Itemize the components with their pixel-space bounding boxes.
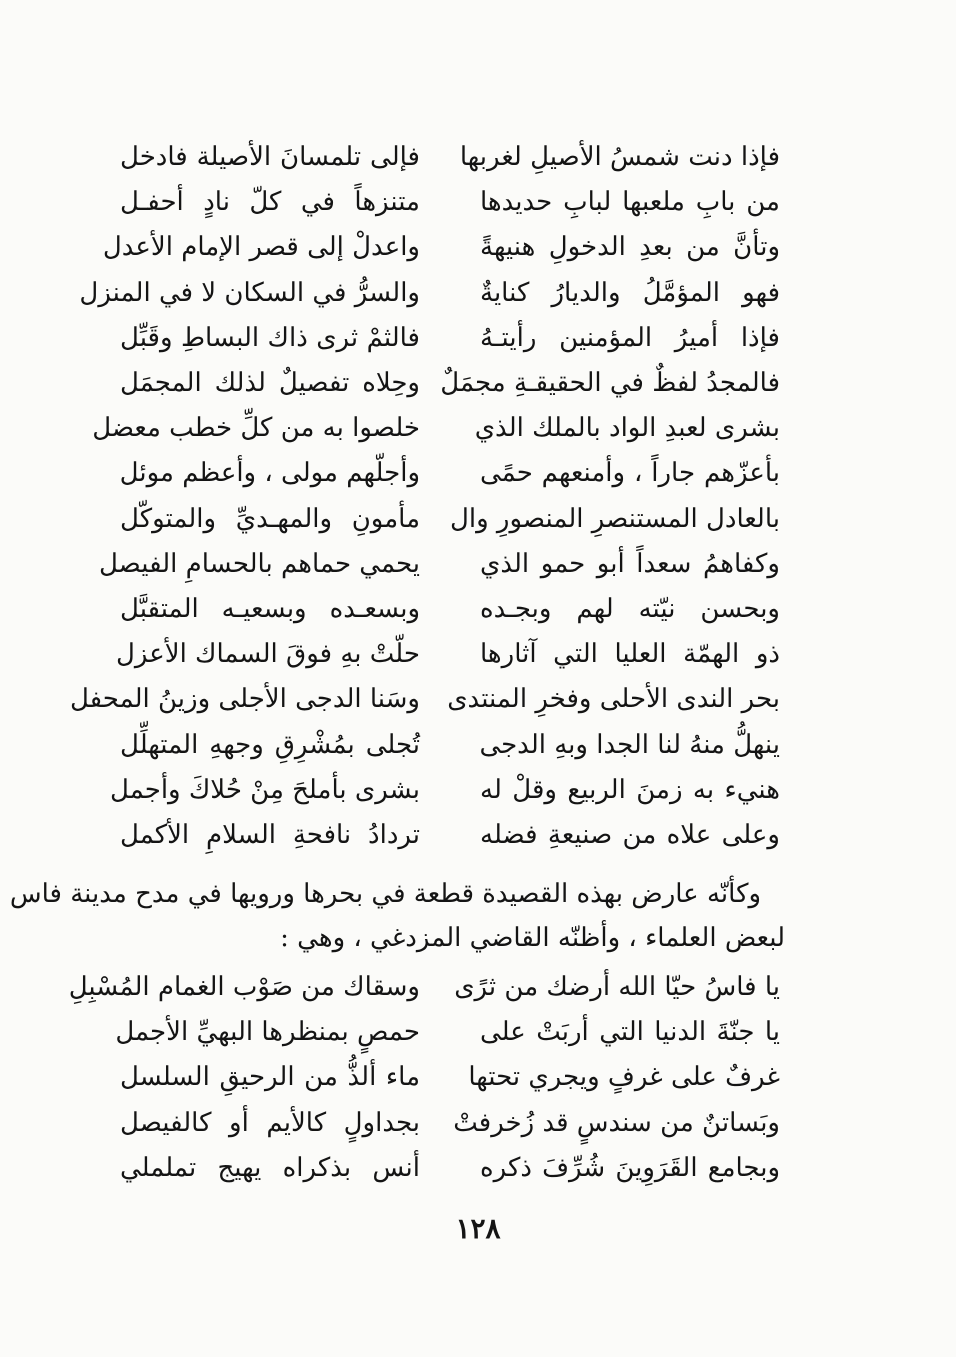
second-hemistich: وسَنا الدجى الأجلى وزينُ المحفل — [69, 684, 420, 715]
verse — [102, 225, 780, 270]
first-hemistich: بشرى لعبدِ الواد بالملك الذي — [474, 413, 780, 444]
verse — [98, 542, 780, 587]
verse — [120, 587, 780, 632]
first-hemistich: هنيء به زمنَ الربيع وقلْ له — [480, 774, 780, 805]
verse — [69, 677, 780, 722]
second-hemistich: حلّتْ بهِ فوقَ السماك الأعزل — [115, 639, 420, 670]
poem-bottom — [68, 965, 780, 1191]
first-hemistich: بالعادل المستنصرِ المنصورِ وال — [450, 503, 780, 534]
first-hemistich: ينهلُّ منهُ لنا الجدا وبهِ الدجى — [479, 729, 780, 760]
verse — [120, 1146, 780, 1191]
verse — [120, 497, 780, 542]
second-hemistich: تُجلى بمُشْرِقِ وجههِ المتهلِّل — [120, 729, 420, 760]
second-hemistich: وبسعـده وبسعيـه المتقبَّل — [120, 593, 420, 624]
verse — [92, 406, 780, 451]
prose-paragraph — [9, 872, 785, 960]
first-hemistich: فالمجدُ لفظٌ في الحقيقـةِ مجمَلٌ — [440, 368, 780, 399]
second-hemistich: أنس بذكراه يهيج تململي — [120, 1152, 420, 1183]
first-hemistich: فإذا أميرُ المؤمنين رأيتـهُ — [480, 322, 780, 353]
verse — [115, 632, 780, 677]
verse — [79, 271, 780, 316]
verse — [120, 451, 780, 496]
prose-line: لبعض العلماء ، وأظنّه القاضي المزدغي ، وهي : — [280, 923, 785, 953]
second-hemistich: مأمونِ والمهـديِّ والمتوكّل — [120, 503, 420, 534]
verse — [120, 1101, 780, 1146]
second-hemistich: بشرى بأملحَ مِنْ حُلاكَ وأجمل — [110, 774, 420, 805]
verse — [120, 361, 780, 406]
first-hemistich: بحر الندى الأحلى وفخرِ المنتدى — [447, 684, 780, 715]
second-hemistich: فإلى تلمسانَ الأصيلة فادخل — [120, 142, 420, 173]
prose-line: وكأنّه عارض بهذه القصيدة قطعة في بحرها ورويها في مدح مدينة فاس — [9, 879, 761, 909]
second-hemistich: يحمي حماهم بالحسامِ الفيصل — [98, 548, 420, 579]
second-hemistich: وحِلاه تفصيلٌ لذلك المجمَل — [120, 368, 420, 399]
second-hemistich: فالثمْ ثرى ذاك البساطِ وقَبِّل — [120, 322, 420, 353]
first-hemistich: ذو الهمّة العليا التي آثارها — [480, 639, 780, 670]
second-hemistich: وأجلّهم مولى ، وأعظم موئل — [119, 458, 420, 489]
first-hemistich: غرفٌ على غرفٍ ويجري تحتها — [468, 1062, 780, 1093]
second-hemistich: حمصٍ بمنظرها البهيِّ الأجمل — [115, 1017, 420, 1048]
second-hemistich: خلصوا به من كلِّ خطب معضل — [92, 413, 420, 444]
first-hemistich: فإذا دنت شمسُ الأصيلِ لغربها — [459, 142, 780, 173]
second-hemistich: متنزهاً في كلّ نادٍ أحفـل — [120, 187, 420, 218]
first-hemistich: من بابِ ملعبها لبابِ حديدها — [480, 187, 780, 218]
first-hemistich: وكفاهمُ سعداً أبو حمو الذي — [480, 548, 780, 579]
verse — [120, 180, 780, 225]
first-hemistich: وبحسن نيّته لهم وبجـده — [480, 593, 780, 624]
first-hemistich: بأعزّهم جاراً ، وأمنعهم حمًى — [480, 458, 780, 489]
first-hemistich: وتأنَّ من بعدِ الدخولِ هنيهةً — [480, 232, 780, 263]
verse — [120, 1055, 780, 1100]
verse — [120, 722, 780, 767]
verse — [110, 768, 780, 813]
verse — [68, 965, 780, 1010]
second-hemistich: بجداولٍ كالأيم أو كالفيصل — [120, 1107, 420, 1138]
first-hemistich: يا جنّةَ الدنيا التي أربَتْ على — [480, 1017, 780, 1048]
first-hemistich: وبجامع القَرَوِينَ شُرِّفَ ذكره — [480, 1152, 780, 1183]
poem-top — [69, 135, 780, 858]
second-hemistich: وسقاك من صَوْب الغمام المُسْبِلِ — [68, 972, 420, 1003]
first-hemistich: وعلى علاه من صنيعةِ فضله — [480, 819, 780, 850]
second-hemistich: والسرُّ في السكان لا في المنزل — [79, 277, 420, 308]
first-hemistich: يا فاسُ حيّا الله أرضك من ثرًى — [454, 972, 780, 1003]
first-hemistich: فهو المؤمَّلُ والديارُ كنايةٌ — [480, 277, 780, 308]
first-hemistich: وبَساتنٌ من سندسٍ قد زُخرفتْ — [453, 1107, 780, 1138]
page-number: ١٢٨ — [455, 1212, 501, 1245]
second-hemistich: ماء ألذُّ من الرحيقِ السلسل — [120, 1062, 420, 1093]
verse — [120, 813, 780, 858]
second-hemistich: تردادُ نافحةِ السلامِ الأكمل — [120, 819, 420, 850]
verse — [120, 316, 780, 361]
second-hemistich: واعدلْ إلى قصر الإمام الأعدل — [102, 232, 420, 263]
verse — [120, 135, 780, 180]
verse — [115, 1010, 780, 1055]
